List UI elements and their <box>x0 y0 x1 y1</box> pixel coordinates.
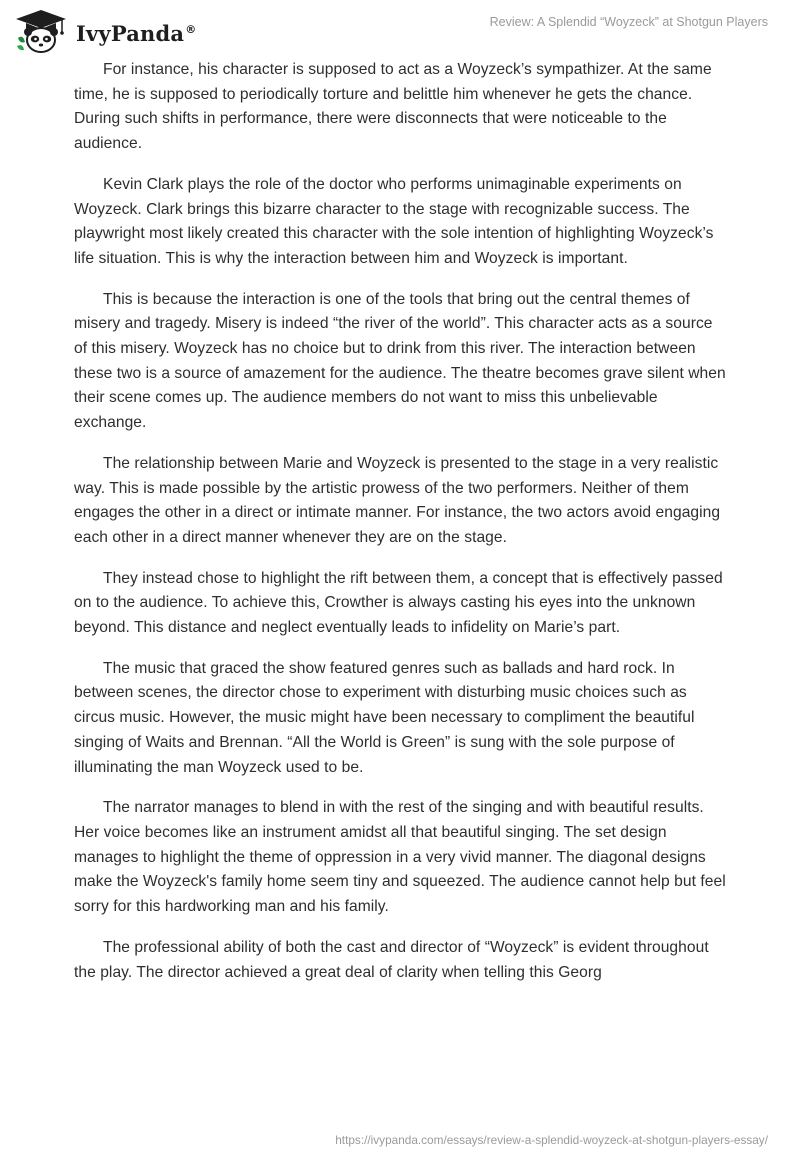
paragraph: They instead chose to highlight the rift between them, a concept that is effectively passed on to the audience. To achieve this, Crowther is always casting his eyes into the unknown beyond. This distance and neglect eventually leads to infidelity on Marie’s part. <box>74 569 723 637</box>
panda-graduate-icon <box>14 8 68 54</box>
registered-mark: ® <box>185 22 197 36</box>
source-url[interactable]: https://ivypanda.com/essays/review-a-splendid-woyzeck-at-shotgun-players-essay/ <box>335 1133 768 1147</box>
paragraph: The music that graced the show featured genres such as ballads and hard rock. In between scenes, the director chose to experiment with disturbing music choices such as circus music. However, the music might have been necessary to compliment the beautiful singing of Waits and Brennan. “All the World is Green” is sung with the sole purpose of illuminating the man Woyzeck used to be. <box>74 659 695 776</box>
paragraph: The professional ability of both the cast and director of “Woyzeck” is evident throughout the play. The director achieved a great deal of clarity when telling this Georg <box>74 938 709 981</box>
paragraph: For instance, his character is supposed to act as a Woyzeck’s sympathizer. At the same time, he is supposed to periodically torture and belittle him whenever he gets the chance. During such shifts in performance, there were disconnects that were noticeable to the audience. <box>74 61 712 153</box>
brand-logo[interactable] <box>14 8 196 54</box>
page-header <box>0 0 800 60</box>
paragraph: The narrator manages to blend in with the rest of the singing and with beautiful results. Her voice becomes like an instrument amidst all that beautiful singing. The set design manages to highlight the theme of oppression in a very vivid manner. The diagonal designs make the Woyzeck's family home seem tiny and squeezed. The audience cannot help but feel sorry for this hardworking man and his family. <box>74 799 726 916</box>
paragraph: Kevin Clark plays the role of the doctor who performs unimaginable experiments on Woyzeck. Clark brings this bizarre character to the stage with recognizable success. The playwright most likely created this character with the sole intention of highlighting Woyzeck’s life situation. This is why the interaction between him and Woyzeck is important. <box>74 175 714 267</box>
essay-body <box>74 58 726 1001</box>
running-title: Review: A Splendid “Woyzeck” at Shotgun Players <box>489 15 768 29</box>
paragraph: This is because the interaction is one of the tools that bring out the central themes of misery and tragedy. Misery is indeed “the river of the world”. This character acts as a source of this misery. Woyzeck has no choice but to drink from this river. The interaction between these two is a source of amazement for the audience. The theatre becomes grave silent when their scene comes up. The audience members do not want to miss this unbelievable exchange. <box>74 290 726 432</box>
brand-name: IvyPanda® <box>76 20 197 46</box>
paragraph: The relationship between Marie and Woyzeck is presented to the stage in a very realistic way. This is made possible by the artistic prowess of the two performers. Neither of them engages the other in a direct or intimate manner. For instance, the two actors avoid engaging each other in a direct manner whenever they are on the stage. <box>74 454 721 546</box>
